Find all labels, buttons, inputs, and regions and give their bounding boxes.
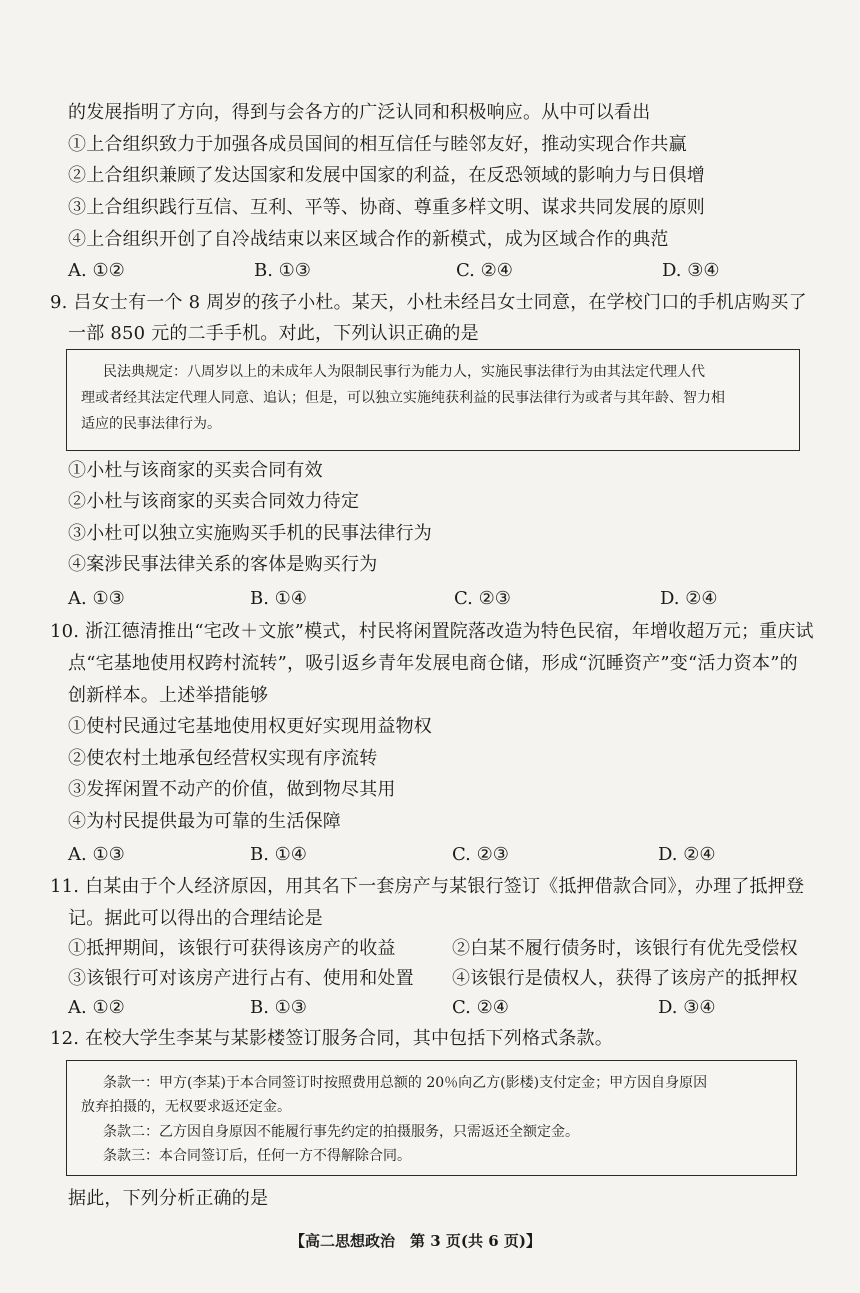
- q11-statement-2: ②白某不履行债务时，该银行有优先受偿权: [452, 938, 798, 959]
- q9-statement-2: ②小杜与该商家的买卖合同效力待定: [68, 491, 360, 512]
- q10-option-a[interactable]: A. ①③: [68, 844, 125, 865]
- q9-stem-line-1: 9. 吕女士有一个 8 周岁的孩子小杜。某天，小杜未经吕女士同意，在学校门口的手机店购买了: [50, 292, 807, 313]
- q9-statement-4: ④案涉民事法律关系的客体是购买行为: [68, 554, 378, 575]
- q9-option-a[interactable]: A. ①③: [68, 588, 125, 609]
- q8-option-a[interactable]: A. ①②: [68, 260, 125, 281]
- q10-stem-line-1: 10. 浙江德清推出“宅改＋文旅”模式，村民将闲置院落改造为特色民宿，年增收超万元；重庆试: [50, 621, 814, 642]
- q8-statement-3: ③上合组织践行互信、互利、平等、协商、尊重多样文明、谋求共同发展的原则: [68, 197, 705, 218]
- q9-stem-line-2: 一部 850 元的二手手机。对此，下列认识正确的是: [68, 323, 479, 344]
- q11-statement-1: ①抵押期间，该银行可获得该房产的收益: [68, 938, 396, 959]
- q12-clause-1-line-1: 条款一：甲方(李某)于本合同签订时按照费用总额的 20％向乙方(影楼)支付定金；甲方因自身原因: [103, 1075, 708, 1091]
- q11-option-a[interactable]: A. ①②: [68, 997, 125, 1018]
- q9-box-line-3: 适应的民事法律行为。: [81, 416, 221, 432]
- q11-option-d[interactable]: D. ③④: [658, 997, 716, 1018]
- q10-statement-4: ④为村民提供最为可靠的生活保障: [68, 811, 341, 832]
- q10-option-c[interactable]: C. ②③: [452, 844, 509, 865]
- q11-option-b[interactable]: B. ①③: [250, 997, 307, 1018]
- q8-option-d[interactable]: D. ③④: [662, 260, 720, 281]
- q11-stem-line-1: 11. 白某由于个人经济原因，用其名下一套房产与某银行签订《抵押借款合同》，办理了抵押登: [50, 876, 805, 897]
- page-footer: 【高二思想政治 第 3 页(共 6 页)】: [290, 1232, 541, 1250]
- q10-statement-3: ③发挥闲置不动产的价值，做到物尽其用: [68, 779, 396, 800]
- q12-clauses-box: [66, 1060, 797, 1176]
- q11-option-c[interactable]: C. ②④: [452, 997, 509, 1018]
- q10-statement-1: ①使村民通过宅基地使用权更好实现用益物权: [68, 716, 432, 737]
- q12-stem-line-2: 据此，下列分析正确的是: [68, 1188, 269, 1209]
- q9-box-line-1: 民法典规定：八周岁以上的未成年人为限制民事行为能力人，实施民事法律行为由其法定代理人代: [103, 364, 705, 380]
- q9-civil-code-box: [66, 349, 800, 451]
- q11-stem-line-2: 记。据此可以得出的合理结论是: [68, 908, 323, 929]
- q12-clause-2: 条款二：乙方因自身原因不能履行事先约定的拍摄服务，只需返还全额定金。: [103, 1124, 579, 1140]
- q9-statement-1: ①小杜与该商家的买卖合同有效: [68, 460, 323, 481]
- q12-clause-3: 条款三：本合同签订后，任何一方不得解除合同。: [103, 1148, 411, 1164]
- q11-statement-4: ④该银行是债权人，获得了该房产的抵押权: [452, 968, 798, 989]
- q9-box-line-2: 理或者经其法定代理人同意、追认；但是，可以独立实施纯获利益的民事法律行为或者与其年龄、智力相: [81, 390, 725, 406]
- q10-stem-line-2: 点“宅基地使用权跨村流转”，吸引返乡青年发展电商仓储，形成“沉睡资产”变“活力资本”的: [68, 653, 798, 674]
- q9-option-b[interactable]: B. ①④: [250, 588, 307, 609]
- q10-option-d[interactable]: D. ②④: [658, 844, 716, 865]
- q10-statement-2: ②使农村土地承包经营权实现有序流转: [68, 748, 378, 769]
- q8-statement-2: ②上合组织兼顾了发达国家和发展中国家的利益，在反恐领域的影响力与日俱增: [68, 165, 705, 186]
- q9-option-d[interactable]: D. ②④: [660, 588, 718, 609]
- q10-option-b[interactable]: B. ①④: [250, 844, 307, 865]
- q10-stem-line-3: 创新样本。上述举措能够: [68, 685, 269, 706]
- q8-option-b[interactable]: B. ①③: [254, 260, 311, 281]
- q12-clause-1-line-2: 放弃拍摄的，无权要求返还定金。: [81, 1099, 291, 1115]
- q11-statement-3: ③该银行可对该房产进行占有、使用和处置: [68, 968, 414, 989]
- q9-option-c[interactable]: C. ②③: [454, 588, 511, 609]
- q8-statement-1: ①上合组织致力于加强各成员国间的相互信任与睦邻友好，推动实现合作共赢: [68, 134, 687, 155]
- q8-statement-4: ④上合组织开创了自冷战结束以来区域合作的新模式，成为区域合作的典范: [68, 229, 669, 250]
- q8-stem-continued: 的发展指明了方向，得到与会各方的广泛认同和积极响应。从中可以看出: [68, 102, 651, 123]
- q8-option-c[interactable]: C. ②④: [456, 260, 513, 281]
- q12-stem-line-1: 12. 在校大学生李某与某影楼签订服务合同，其中包括下列格式条款。: [50, 1028, 613, 1049]
- q9-statement-3: ③小杜可以独立实施购买手机的民事法律行为: [68, 523, 432, 544]
